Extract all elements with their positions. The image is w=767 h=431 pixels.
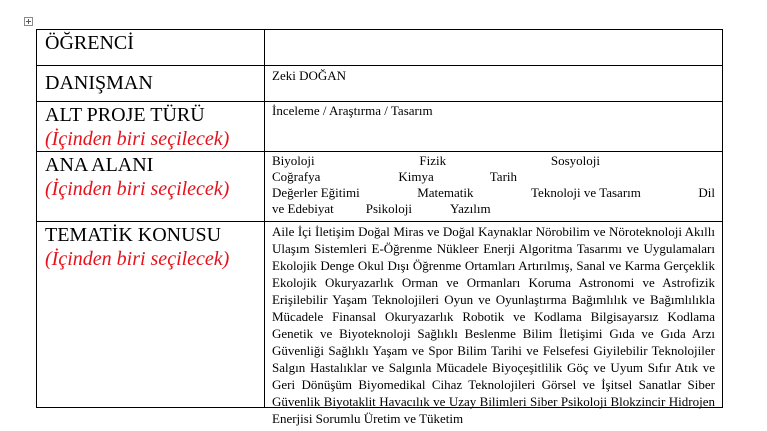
option-yazilim[interactable]: Yazılım xyxy=(449,201,491,216)
option-biyoloji[interactable]: Biyoloji xyxy=(272,153,315,168)
thematic-topic-label: TEMATİK KONUSU xyxy=(45,224,222,246)
thematic-topic-list[interactable]: Aile İçi İletişim Doğal Miras ve Doğal Kaynaklar Nörobilim ve Nöroteknoloji Akıllı Ulaşım Sistemleri E-Öğrenme Nükleer Enerji Algoritma Tasarımı ve Uygulamaları Ekolojik Denge Okul Dışı Öğrenme Ortamları Artırılmış, Sanal ve Karma Gerçeklik Ekolojik Okuryazarlık Orman ve Ormanları Koruma Astronomi ve Astrofizik Erişilebilir Yaşam Teknolojileri Oyun ve Oyunlaştırma Bağımlılık ve Bağımlılıkla Mücadele Finansal Okuryazarlık Robotik ve Kodlama Bilgisayarsız Kodlama Genetik ve Biyoteknoloji Sağlıklı Beslenme Bilim İletişimi Gıda ve Gıda Arzı Güvenliği Sağlıklı Yaşam ve Spor Bilim Tarihi ve Felsefesi Giyilebilir Teknolojiler Salgın Hastalıklar ve Salgınla Mücadele Biyoçeşitlilik Göç ve Uyum Sıfır Atık ve Geri Dönüşüm Biyomedikal Cihaz Teknolojileri Görsel ve İşitsel Sanatlar Siber Güvenlik Biyotaklit Havacılık ve Uzay Bilimleri Siber Psikoloji Blokzincir Hidrojen Enerjisi Sorumlu Üretim ve Tüketim xyxy=(272,224,715,426)
option-sosyoloji[interactable]: Sosyoloji xyxy=(550,153,600,168)
main-area-hint: (İçinden biri seçilecek) xyxy=(45,178,230,200)
student-label: ÖĞRENCİ xyxy=(45,32,134,54)
main-area-label: ANA ALANI xyxy=(45,154,154,176)
sub-project-type-value-cell[interactable] xyxy=(265,102,723,152)
table-row-main-area xyxy=(37,152,723,222)
main-area-options-cell[interactable] xyxy=(265,152,723,222)
student-value-cell[interactable] xyxy=(265,30,723,66)
table-row-student xyxy=(37,30,723,66)
table-row-thematic-topic xyxy=(37,222,723,408)
project-info-table xyxy=(36,29,723,426)
table-row-advisor xyxy=(37,66,723,102)
student-value[interactable] xyxy=(272,30,715,35)
main-area-options-line xyxy=(272,169,715,185)
sub-project-type-label: ALT PROJE TÜRÜ xyxy=(45,104,205,126)
option-fizik[interactable]: Fizik xyxy=(419,153,447,168)
option-ve-edebiyat[interactable]: ve Edebiyat xyxy=(272,201,334,216)
student-label-cell xyxy=(37,30,265,66)
thematic-topic-hint: (İçinden biri seçilecek) xyxy=(45,248,230,270)
advisor-label-cell xyxy=(37,66,265,102)
table-move-handle-icon[interactable] xyxy=(24,17,33,26)
main-area-label-cell xyxy=(37,152,265,222)
table-row-sub-project-type xyxy=(37,102,723,152)
option-psikoloji[interactable]: Psikoloji xyxy=(365,201,412,216)
option-teknoloji-tasarim[interactable]: Teknoloji ve Tasarım xyxy=(531,185,641,200)
main-area-options xyxy=(272,152,715,217)
advisor-label: DANIŞMAN xyxy=(45,72,153,94)
option-tarih[interactable]: Tarih xyxy=(489,169,518,184)
advisor-value-cell[interactable] xyxy=(265,66,723,102)
advisor-value[interactable]: Zeki DOĞAN xyxy=(272,68,347,83)
sub-project-type-label-cell xyxy=(37,102,265,152)
sub-project-type-hint: (İçinden biri seçilecek) xyxy=(45,128,230,150)
thematic-topic-label-cell xyxy=(37,222,265,408)
thematic-topic-cell[interactable] xyxy=(265,222,723,426)
main-area-options-line xyxy=(272,201,715,217)
option-cografya[interactable]: Coğrafya xyxy=(272,169,321,184)
option-dil[interactable]: Dil xyxy=(698,185,715,200)
main-area-options-line xyxy=(272,185,715,201)
sub-project-type-value[interactable]: İnceleme / Araştırma / Tasarım xyxy=(272,103,433,118)
main-area-options-line xyxy=(272,153,715,169)
option-matematik[interactable]: Matematik xyxy=(417,185,474,200)
option-kimya[interactable]: Kimya xyxy=(398,169,434,184)
option-degerler-egitimi[interactable]: Değerler Eğitimi xyxy=(272,185,360,200)
